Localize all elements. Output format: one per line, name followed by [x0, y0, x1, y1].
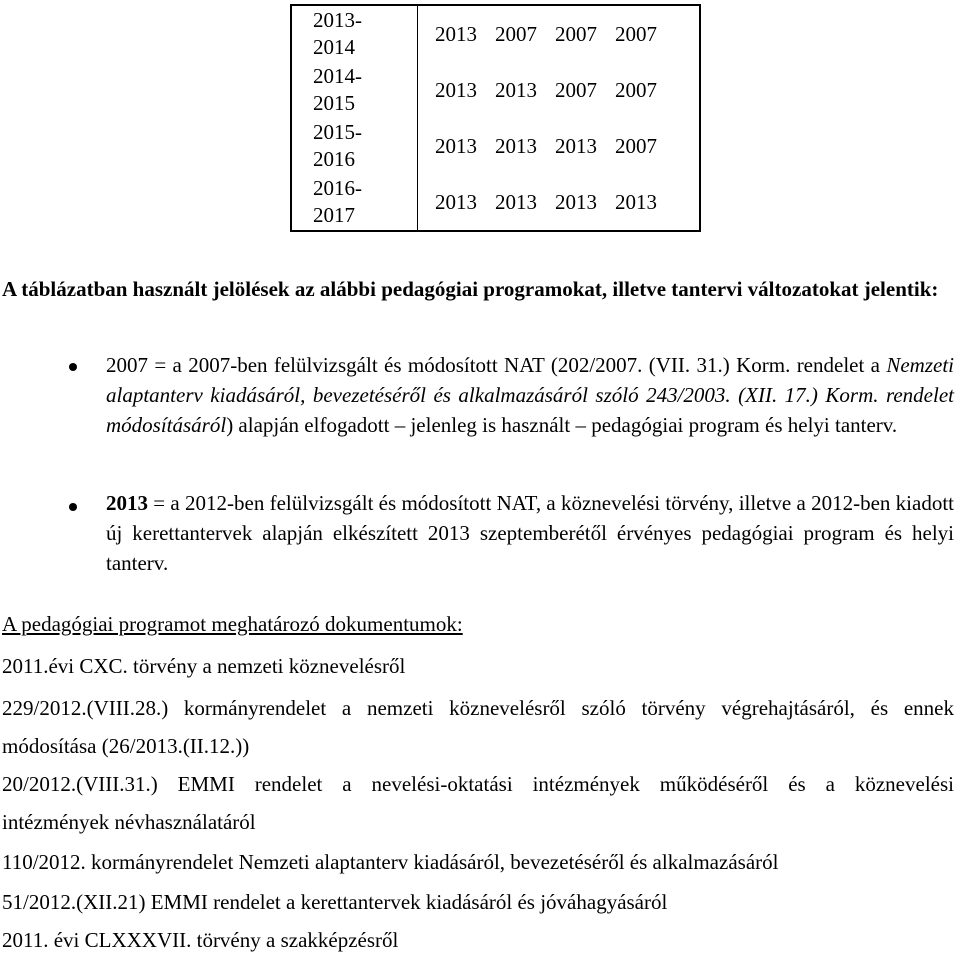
version-value: 2013 [555, 133, 597, 158]
table-row [291, 118, 700, 174]
version-value: 2013 [615, 189, 657, 214]
list-item: 2011.évi CXC. törvény a nemzeti köznevelésről [2, 654, 406, 678]
list-item: 110/2012. kormányrendelet Nemzeti alaptanterv kiadásáról, bevezetéséről és alkalmazásáról [2, 850, 779, 874]
version-values-cell [418, 62, 701, 118]
list-item: 20/2012.(VIII.31.) EMMI rendelet a nevelési-oktatási intézmények működéséről és a köznevelési [2, 772, 954, 796]
school-year-cell: 2014- 2015 [291, 62, 418, 118]
version-value: 2013 [435, 77, 477, 102]
version-value: 2007 [495, 21, 537, 46]
table-row [291, 5, 700, 62]
version-value: 2007 [615, 21, 657, 46]
version-value: 2013 [495, 77, 537, 102]
version-value: 2013 [435, 133, 477, 158]
bullet-icon [69, 363, 77, 371]
version-value: 2013 [495, 189, 537, 214]
version-value: 2007 [615, 77, 657, 102]
version-value: 2013 [435, 189, 477, 214]
version-values-cell [418, 174, 701, 231]
list-item: 51/2012.(XII.21) EMMI rendelet a kerettantervek kiadásáról és jóváhagyásáról [2, 890, 668, 914]
version-value: 2007 [615, 133, 657, 158]
list-item-continuation: módosítása (26/2013.(II.12.)) [2, 734, 250, 758]
version-value: 2013 [435, 21, 477, 46]
version-value: 2013 [555, 189, 597, 214]
school-year-cell: 2013- 2014 [291, 5, 418, 62]
list-item-continuation: intézmények névhasználatáról [2, 810, 256, 834]
version-value: 2007 [555, 77, 597, 102]
italic-title: Nemzeti alaptanterv kiadásáról, bevezetéséről és alkalmazásáról szóló 243/2003. (XII. 17.) Korm. rendelet módosításáról [106, 353, 954, 437]
version-value: 2013 [495, 133, 537, 158]
school-year-cell: 2016- 2017 [291, 174, 418, 231]
bullet-icon [69, 503, 77, 511]
list-item: 2011. évi CLXXXVII. törvény a szakképzésről [2, 928, 399, 952]
version-values-cell [418, 5, 701, 62]
table-row [291, 62, 700, 118]
table-row [291, 174, 700, 231]
documents-heading: A pedagógiai programot meghatározó dokumentumok: [2, 612, 463, 636]
version-values-cell [418, 118, 701, 174]
school-year-table [290, 4, 701, 232]
bullet-item-2013: 2013 = a 2012-ben felülvizsgált és módosított NAT, a köznevelési törvény, illetve a 2012-ben kiadott új kerettantervek alapján elkészített 2013 szeptemberétől érvényes pedagógiai program és helyi tanterv. [106, 491, 954, 575]
bold-lead: 2013 [106, 491, 148, 515]
bullet-item-2007: 2007 = a 2007-ben felülvizsgált és módosított NAT (202/2007. (VII. 31.) Korm. rendelet a Nemzeti alaptanterv kiadásáról, bevezetéséről és alkalmazásáról szóló 243/2003. (XII. 17.) Korm. rendelet módosításáról) alapján elfogadott – jelenleg is használt – pedagógiai program és helyi tanterv. [106, 353, 954, 437]
school-year-cell: 2015- 2016 [291, 118, 418, 174]
version-value: 2007 [555, 21, 597, 46]
list-item: 229/2012.(VIII.28.) kormányrendelet a nemzeti köznevelésről szóló törvény végrehajtásáról, és ennek [2, 696, 954, 720]
intro-paragraph: A táblázatban használt jelölések az alábbi pedagógiai programokat, illetve tantervi változatokat jelentik: [2, 277, 939, 301]
